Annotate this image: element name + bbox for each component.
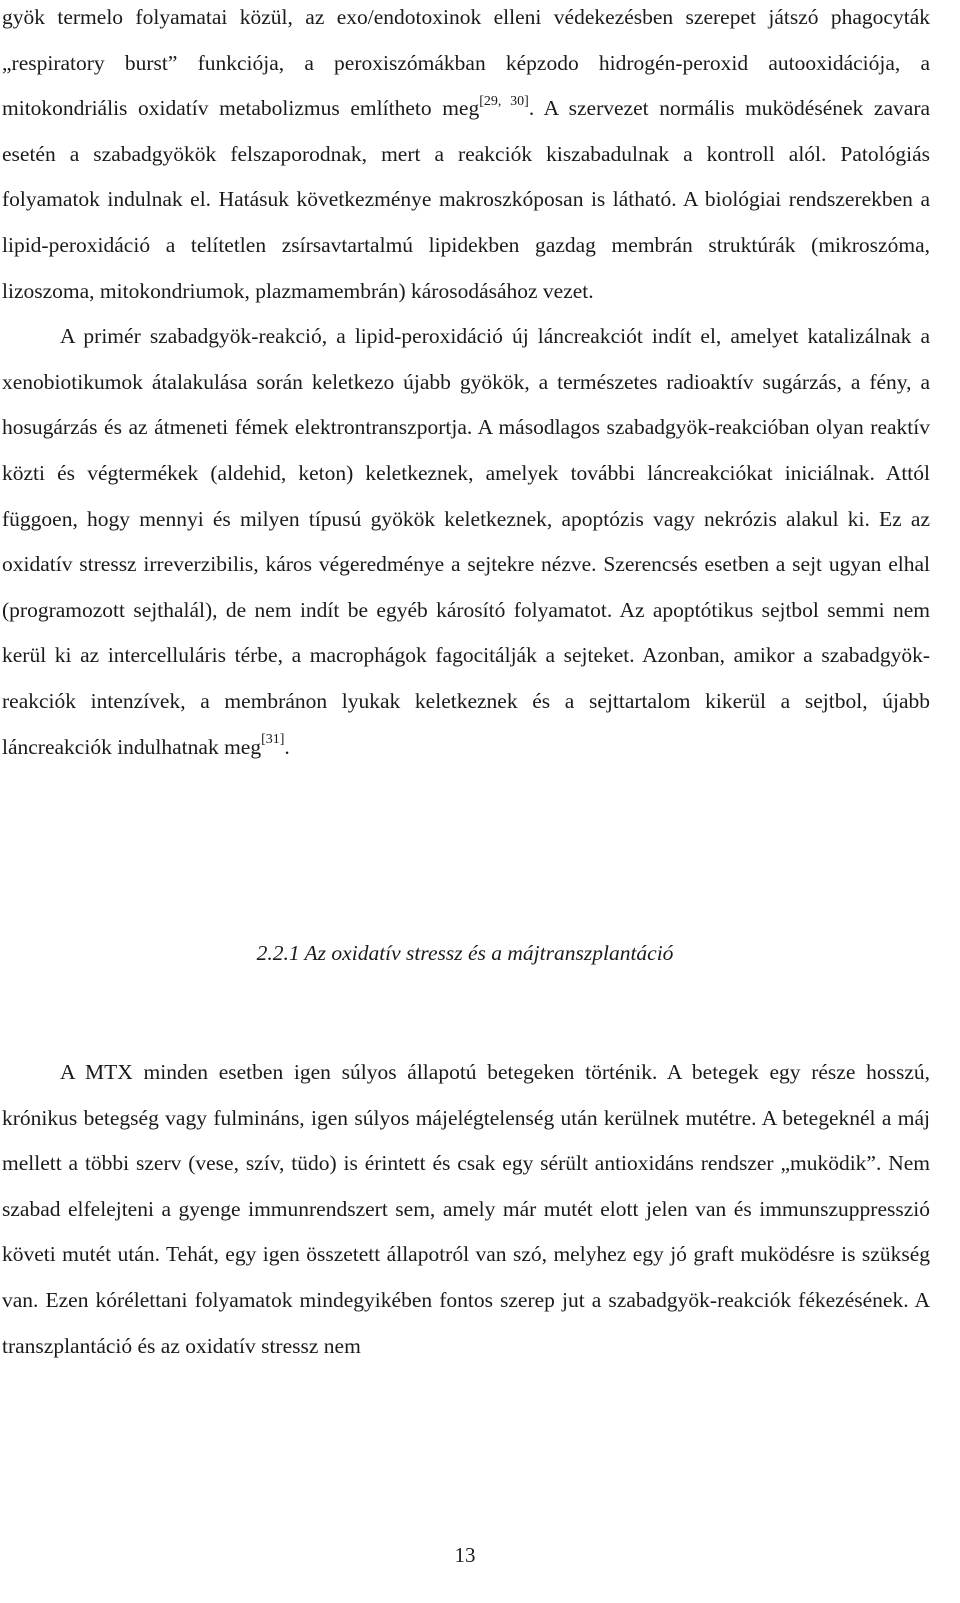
paragraph-1-run-1: gyök termelo folyamatai közül, az exo/endotoxinok elleni védekezésben szerepet játszó phagocyták „respiratory burst” funkciója, a peroxiszómákban képzodo hidrogén-peroxid autooxidációja, a mitokondriális oxidatív metabolizmus említheto meg <box>2 5 930 121</box>
paragraph-1-run-4: . <box>284 734 290 759</box>
page-number: 13 <box>454 1543 476 1567</box>
citation-ref-31: [31] <box>261 732 285 748</box>
body-paragraph-2 <box>2 1050 930 1369</box>
citation-ref-29-30: [29, 30] <box>479 94 529 110</box>
paragraph-1-run-2: . A szervezet normális muködésének zavara esetén a szabadgyökök felszaporodnak, mert a reakciók kiszabadulnak a kontroll alól. Patológiás folyamatok indulnak el. Hatásuk következménye makroszkóposan is látható. A biológiai rendszerekben a lipid-peroxidáció a telítetlen zsírsavtartalmú lipidekben gazdag membrán struktúrák (mikroszóma, lizoszoma, mitokondriumok, plazmamembrán) károsodásához vezet. <box>2 96 931 303</box>
body-paragraph-1 <box>2 0 930 770</box>
section-heading: 2.2.1 Az oxidatív stressz és a májtranszplantáció <box>256 941 674 965</box>
paragraph-2-text: A MTX minden esetben igen súlyos állapotú betegeken történik. A betegek egy része hosszú, krónikus betegség vagy fulmináns, igen súlyos májelégtelenség után kerülnek mutétre. A betegeknél a máj mellett a többi szerv (vese, szív, tüdo) is érintett és csak egy sérült antioxidáns rendszer „muködik”. Nem szabad elfelejteni a gyenge immunrendszert sem, amely már mutét elott jelen van és immunszuppresszió követi mutét után. Tehát, egy igen összetett állapotról van szó, melyhez egy jó graft muködésre is szükség van. Ezen kórélettani folyamatok mindegyikében fontos szerep jut a szabadgyök-reakciók fékezésének. A transzplantáció és az oxidatív stressz nem <box>2 1060 930 1358</box>
paragraph-1-run-3: A primér szabadgyök-reakció, a lipid-peroxidáció új láncreakciót indít el, amelyet katalizálnak a xenobiotikumok átalakulása során keletkezo újabb gyökök, a természetes radioaktív sugárzás, a fény, a hosugárzás és az átmeneti fémek elektrontranszportja. A másodlagos szabadgyök-reakcióban olyan reaktív közti és végtermékek (aldehid, keton) keletkeznek, amelyek további láncreakciókat iniciálnak. Attól függoen, hogy mennyi és milyen típusú gyökök keletkeznek, apoptózis vagy nekrózis alakul ki. Ez az oxidatív stressz irreverzibilis, káros végeredménye a sejtekre nézve. Szerencsés esetben a sejt ugyan elhal (programozott sejthalál), de nem indít be egyéb károsító folyamatot. Az apoptótikus sejtbol semmi nem kerül ki az intercelluláris térbe, a macrophágok fagocitálják a sejteket. Azonban, amikor a szabadgyök-reakciók intenzívek, a membránon lyukak keletkeznek és a sejttartalom kikerül a sejtbol, újabb láncreakciók indulhatnak meg <box>2 324 930 759</box>
